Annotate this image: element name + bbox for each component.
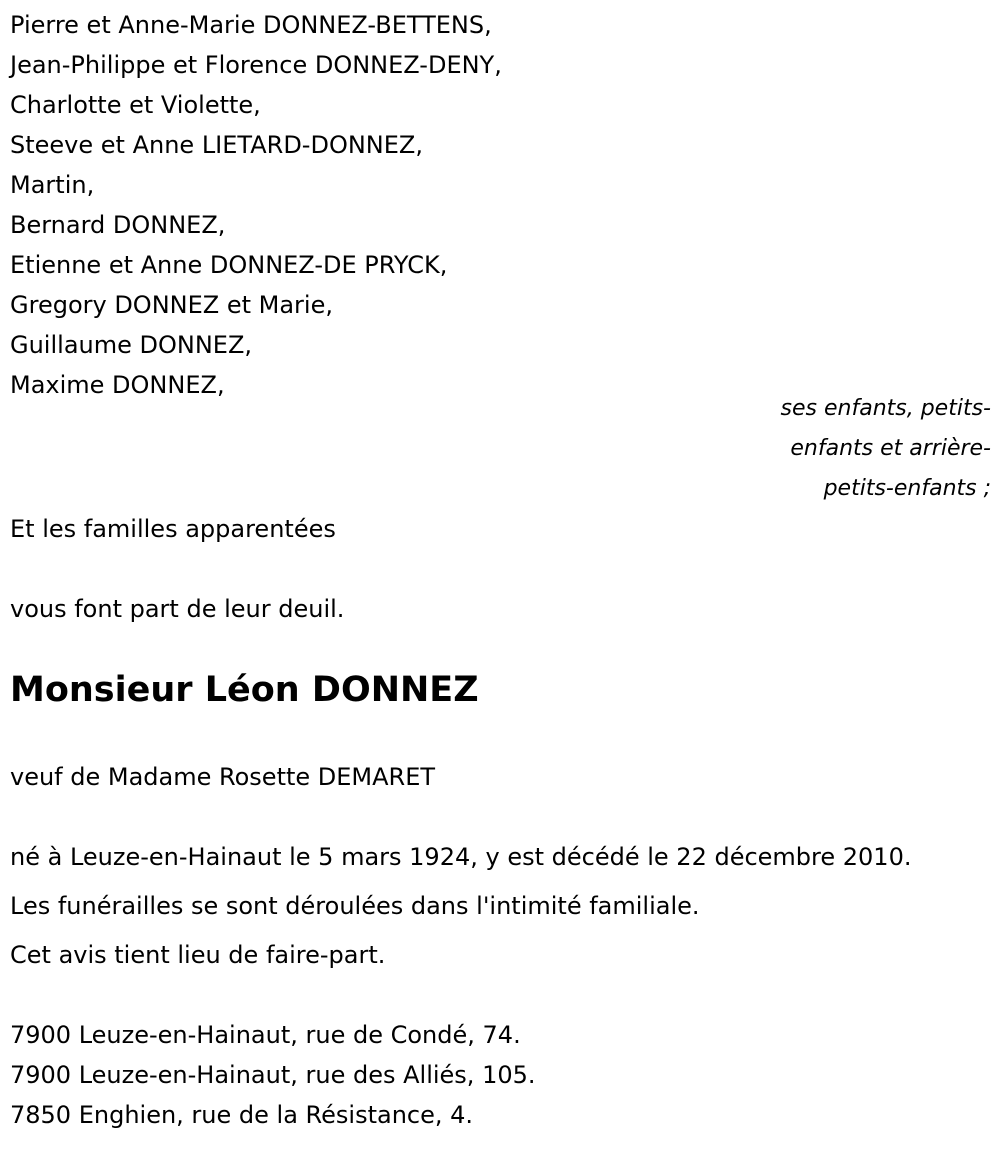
- deceased-name: Monsieur Léon DONNEZ: [10, 670, 479, 710]
- announce-line: vous font part de leur deuil.: [10, 595, 345, 623]
- address-line: 7900 Leuze-en-Hainaut, rue de Condé, 74.: [10, 1021, 521, 1049]
- family-member: Steeve et Anne LIETARD-DONNEZ,: [10, 131, 423, 159]
- family-member: Pierre et Anne-Marie DONNEZ-BETTENS,: [10, 11, 492, 39]
- family-member: Etienne et Anne DONNEZ-DE PRYCK,: [10, 251, 448, 279]
- family-member: Jean-Philippe et Florence DONNEZ-DENY,: [10, 51, 502, 79]
- detail-line: Les funérailles se sont déroulées dans l'intimité familiale.: [10, 892, 700, 920]
- family-member: Maxime DONNEZ,: [10, 371, 225, 399]
- relationship-line: enfants et arrière-: [790, 436, 991, 461]
- detail-line: né à Leuze-en-Hainaut le 5 mars 1924, y est décédé le 22 décembre 2010.: [10, 843, 912, 871]
- families-line: Et les familles apparentées: [10, 515, 336, 543]
- relationship-line: petits-enfants ;: [823, 476, 991, 501]
- family-member: Gregory DONNEZ et Marie,: [10, 291, 333, 319]
- detail-line: Cet avis tient lieu de faire-part.: [10, 941, 386, 969]
- family-member: Bernard DONNEZ,: [10, 211, 226, 239]
- relationship-line: ses enfants, petits-: [780, 396, 991, 421]
- address-line: 7900 Leuze-en-Hainaut, rue des Alliés, 105.: [10, 1061, 536, 1089]
- family-member: Martin,: [10, 171, 95, 199]
- widow-line: veuf de Madame Rosette DEMARET: [10, 763, 436, 791]
- family-member: Guillaume DONNEZ,: [10, 331, 253, 359]
- family-member: Charlotte et Violette,: [10, 91, 261, 119]
- address-line: 7850 Enghien, rue de la Résistance, 4.: [10, 1101, 474, 1129]
